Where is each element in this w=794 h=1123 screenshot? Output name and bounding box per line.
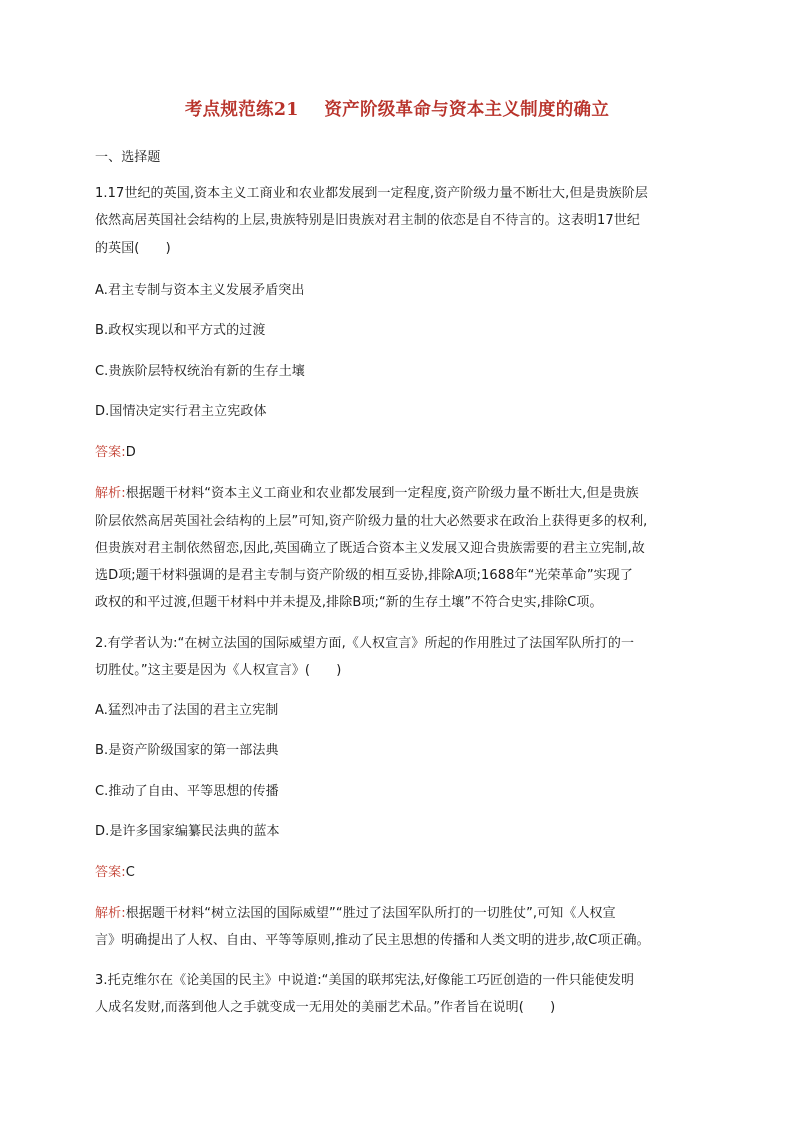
answer-label: 答案: — [95, 445, 126, 460]
q1-option-a: A.君主专制与资本主义发展矛盾突出 — [95, 283, 305, 298]
q2-analysis-line: 言》明确提出了人权、自由、平等等原则,推动了民主思想的传播和人类文明的进步,故C项正确。 — [95, 933, 650, 948]
q1-stem-line: 的英国( ) — [95, 241, 171, 256]
q1-analysis-line: 政权的和平过渡,但题干材料中并未提及,排除B项;“新的生存土壤”不符合史实,排除C项。 — [95, 595, 603, 610]
q3-stem-line: 3.托克维尔在《论美国的民主》中说道:“美国的联邦宪法,好像能工巧匠创造的一件只能使发明 — [95, 973, 635, 988]
q1-analysis-line — [95, 486, 639, 502]
analysis-label: 解析: — [95, 906, 126, 921]
q1-answer — [95, 445, 136, 461]
analysis-text: 根据题干材料“资本主义工商业和农业都发展到一定程度,资产阶级力量不断壮大,但是贵族 — [125, 486, 639, 501]
q2-option-c: C.推动了自由、平等思想的传播 — [95, 784, 279, 799]
q2-stem-line: 切胜仗。”这主要是因为《人权宣言》( ) — [95, 663, 342, 678]
q2-answer — [95, 865, 135, 881]
q1-option-d: D.国情决定实行君主立宪政体 — [95, 404, 267, 419]
answer-value: C — [125, 865, 135, 880]
q1-analysis-line: 选D项;题干材料强调的是君主专制与资产阶级的相互妥协,排除A项;1688年“光荣革命”实现了 — [95, 568, 633, 583]
q1-option-c: C.贵族阶层特权统治有新的生存土壤 — [95, 364, 305, 379]
q1-analysis-line: 阶层依然高居英国社会结构的上层”可知,资产阶级力量的壮大必然要求在政治上获得更多的权利, — [95, 514, 648, 529]
q2-option-b: B.是资产阶级国家的第一部法典 — [95, 743, 279, 758]
q2-option-d: D.是许多国家编纂民法典的蓝本 — [95, 824, 280, 839]
q1-analysis-line: 但贵族对君主制依然留恋,因此,英国确立了既适合资本主义发展又迎合贵族需要的君主立宪制,故 — [95, 541, 645, 556]
q1-stem-line: 1.17世纪的英国,资本主义工商业和农业都发展到一定程度,资产阶级力量不断壮大,但是贵族阶层 — [95, 186, 648, 201]
answer-value: D — [125, 445, 136, 460]
answer-label: 答案: — [95, 865, 126, 880]
q3-stem-line: 人成名发财,而落到他人之手就变成一无用处的美丽艺术品。”作者旨在说明( ) — [95, 1000, 556, 1015]
section-heading: 一、选择题 — [95, 150, 161, 165]
q2-option-a: A.猛烈冲击了法国的君主立宪制 — [95, 703, 279, 718]
analysis-text: 根据题干材料“树立法国的国际威望”“胜过了法国军队所打的一切胜仗”,可知《人权宣 — [125, 906, 616, 921]
page-title: 考点规范练21 资产阶级革命与资本主义制度的确立 — [184, 100, 610, 120]
analysis-label: 解析: — [95, 486, 126, 501]
q2-analysis-line — [95, 906, 616, 922]
q1-option-b: B.政权实现以和平方式的过渡 — [95, 323, 266, 338]
q1-stem-line: 依然高居英国社会结构的上层,贵族特别是旧贵族对君主制的依恋是自不待言的。这表明17世纪 — [95, 213, 640, 228]
q2-stem-line: 2.有学者认为:“在树立法国的国际威望方面,《人权宣言》所起的作用胜过了法国军队所打的一 — [95, 636, 635, 651]
